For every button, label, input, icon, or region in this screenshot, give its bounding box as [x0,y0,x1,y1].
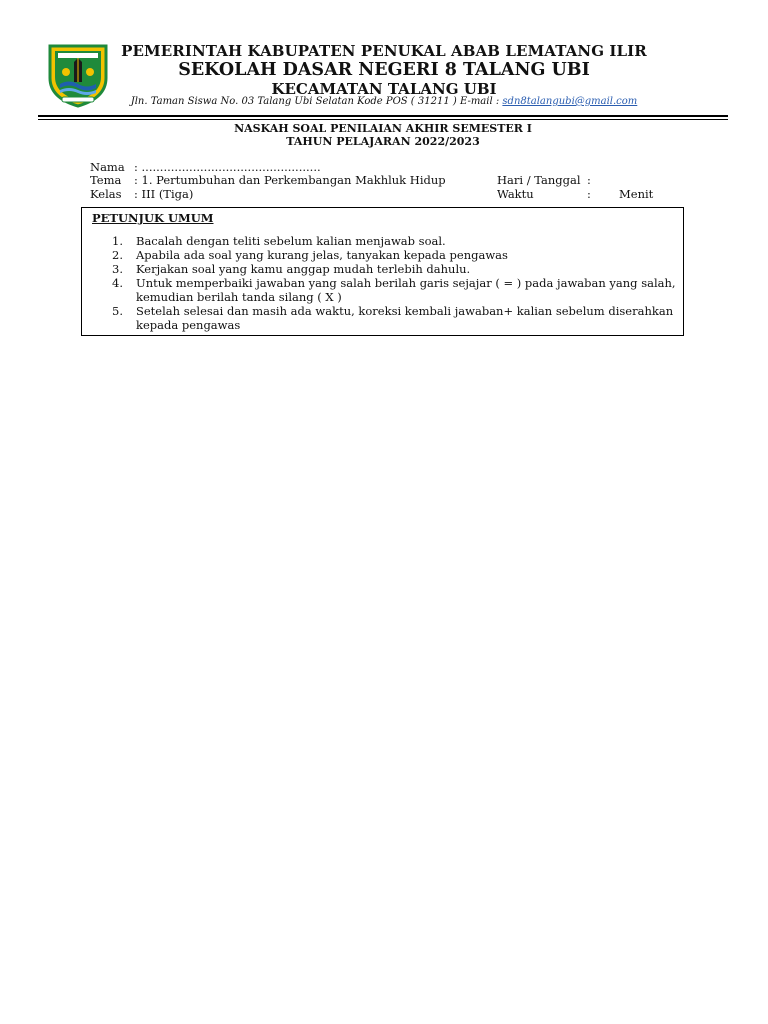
tema-value: : 1. Pertumbuhan dan Perkembangan Makhluk Hidup [134,173,446,187]
instruction-item: Kerjakan soal yang kamu anggap mudah terlebih dahulu. [136,262,471,276]
address-text: Jln. Taman Siswa No. 03 Talang Ubi Selatan Kode POS ( 31211 ) E-mail : [130,96,503,107]
nama-field[interactable]: : ................................................. [134,160,321,174]
header-district: KECAMATAN TALANG UBI [271,80,497,98]
kelas-label: Kelas [90,187,122,201]
hari-tanggal-label: Hari / Tanggal [497,173,581,187]
header-address [120,96,648,107]
kelas-value: : III (Tiga) [134,187,194,201]
header-divider-thin [38,119,728,120]
instruction-number: 3. [112,262,123,276]
regency-emblem-icon [44,42,112,108]
instruction-item-continued: kepada pengawas [136,318,241,332]
instruction-number: 2. [112,248,123,262]
instruction-item: Setelah selesai dan masih ada waktu, koreksi kembali jawaban+ kalian sebelum diserahkan [136,304,674,318]
exam-year: TAHUN PELAJARAN 2022/2023 [286,135,480,148]
hari-tanggal-field[interactable]: : [587,173,591,187]
email-link[interactable]: sdn8talangubi@gmail.com [502,96,638,107]
header-school-name: SEKOLAH DASAR NEGERI 8 TALANG UBI [178,60,590,80]
instructions-title: PETUNJUK UMUM [92,211,214,225]
exam-title: NASKAH SOAL PENILAIAN AKHIR SEMESTER I [234,122,532,135]
instruction-number: 5. [112,304,123,318]
instruction-item: Bacalah dengan teliti sebelum kalian menjawab soal. [136,234,446,248]
header-divider-thick [38,115,728,117]
instruction-item-continued: kemudian berilah tanda silang ( X ) [136,290,342,304]
waktu-field[interactable]: : [587,187,591,201]
instruction-item: Untuk memperbaiki jawaban yang salah berilah garis sejajar ( = ) pada jawaban yang salah, [136,276,676,290]
instruction-number: 1. [112,234,123,248]
nama-label: Nama [90,160,125,174]
waktu-label: Waktu [497,187,534,201]
header-government-line: PEMERINTAH KABUPATEN PENUKAL ABAB LEMATANG ILIR [121,42,647,60]
menit-label: Menit [619,187,654,201]
instruction-number: 4. [112,276,123,290]
instruction-item: Apabila ada soal yang kurang jelas, tanyakan kepada pengawas [136,248,508,262]
tema-label: Tema [90,173,122,187]
